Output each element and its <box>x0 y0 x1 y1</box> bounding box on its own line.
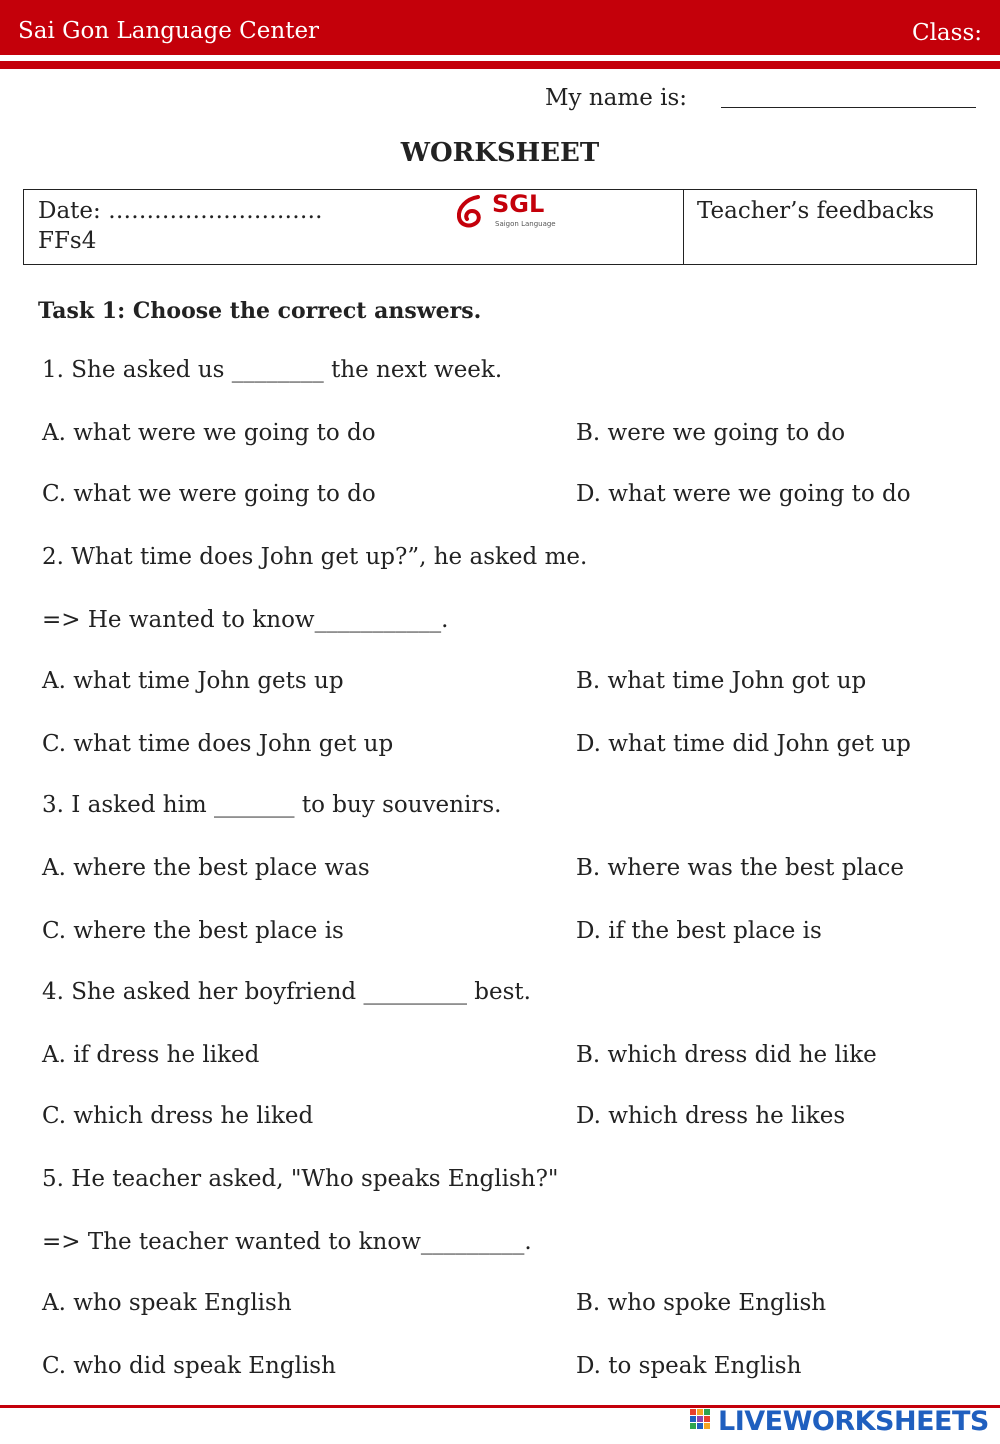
class-label: Class: <box>911 20 982 46</box>
worksheet-title: WORKSHEET <box>400 138 600 168</box>
answer-option[interactable]: A. where the best place was <box>42 855 370 881</box>
answer-option[interactable]: B. what time John got up <box>576 668 867 694</box>
task1-title: Task 1: Choose the correct answers. <box>38 298 482 324</box>
answer-option[interactable]: A. what time John gets up <box>42 668 344 694</box>
answer-option[interactable]: D. what time did John get up <box>576 731 911 757</box>
answer-option[interactable]: D. to speak English <box>576 1353 802 1379</box>
course-code: FFs4 <box>38 228 97 254</box>
answer-option[interactable]: C. where the best place is <box>42 918 344 944</box>
question-text: 2. What time does John get up?”, he asked me. <box>42 544 588 570</box>
center-name: Sai Gon Language Center <box>18 18 320 44</box>
answer-option[interactable]: D. if the best place is <box>576 918 822 944</box>
answer-option[interactable]: B. where was the best place <box>576 855 905 881</box>
logo-text: SGL <box>492 190 545 218</box>
question-text: => The teacher wanted to know_________. <box>42 1229 532 1255</box>
answer-option[interactable]: A. who speak English <box>42 1290 292 1316</box>
answer-option[interactable]: B. who spoke English <box>576 1290 827 1316</box>
question-text: 1. She asked us ________ the next week. <box>42 357 503 383</box>
box-divider <box>683 190 684 264</box>
answer-option[interactable]: C. what time does John get up <box>42 731 394 757</box>
info-box <box>23 189 977 265</box>
answer-option[interactable]: A. what were we going to do <box>42 420 376 446</box>
name-input-line[interactable] <box>721 107 976 108</box>
question-text: 5. He teacher asked, "Who speaks English?" <box>42 1166 559 1192</box>
answer-option[interactable]: D. what were we going to do <box>576 481 911 507</box>
answer-option[interactable]: A. if dress he liked <box>42 1042 260 1068</box>
question-text: => He wanted to know___________. <box>42 607 449 633</box>
answer-option[interactable]: D. which dress he likes <box>576 1103 846 1129</box>
answer-option[interactable]: C. which dress he liked <box>42 1103 314 1129</box>
answer-option[interactable]: B. were we going to do <box>576 420 846 446</box>
name-label: My name is: <box>545 85 688 111</box>
question-text: 4. She asked her boyfriend _________ best. <box>42 979 531 1005</box>
liveworksheets-blocks-icon <box>690 1409 716 1435</box>
logo-subtext: Saigon Language <box>495 220 556 228</box>
teacher-feedback-label: Teacher’s feedbacks <box>697 198 935 224</box>
header-divider <box>0 61 1000 69</box>
sgl-swirl-icon <box>454 194 490 230</box>
header-bar <box>0 0 1000 55</box>
answer-option[interactable]: B. which dress did he like <box>576 1042 877 1068</box>
sgl-logo <box>454 192 564 234</box>
date-label: Date: ………………………. <box>38 198 323 224</box>
question-text: 3. I asked him _______ to buy souvenirs. <box>42 792 502 818</box>
liveworksheets-brand: LIVEWORKSHEETS <box>718 1406 989 1437</box>
answer-option[interactable]: C. who did speak English <box>42 1353 336 1379</box>
answer-option[interactable]: C. what we were going to do <box>42 481 376 507</box>
